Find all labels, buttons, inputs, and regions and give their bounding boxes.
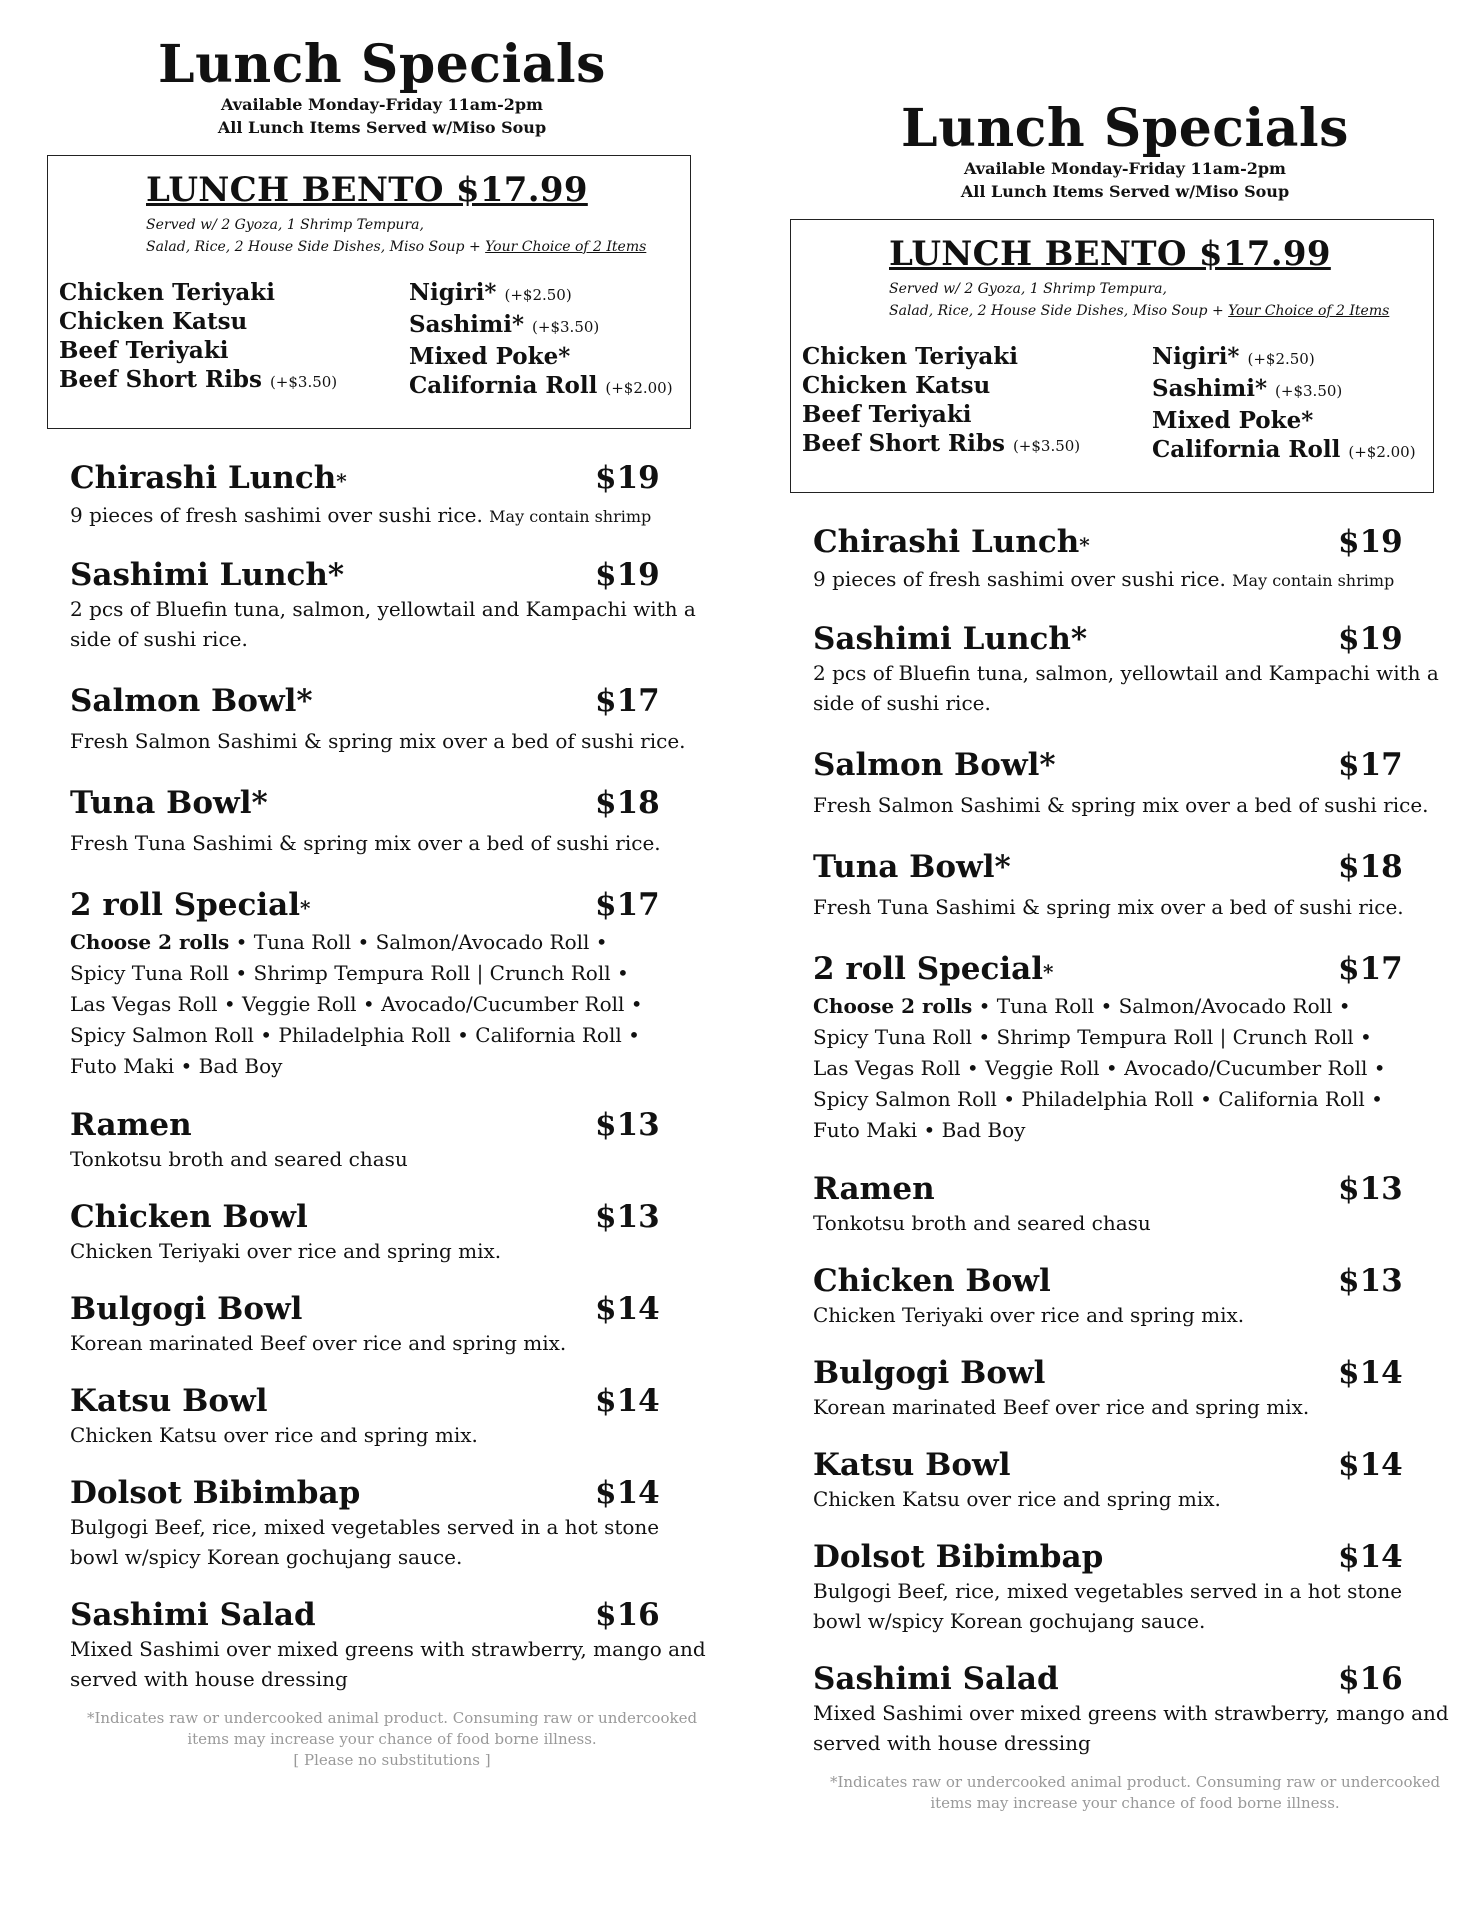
item-price: $14 [595, 1382, 660, 1419]
bento-option: Nigiri* (+$2.50) [1152, 342, 1315, 370]
bento-option: Sashimi* (+$3.50) [409, 310, 600, 338]
menu-item: Katsu Bowl $14 Chicken Katsu over rice and spring mix. [813, 1446, 1403, 1511]
bento-option: Sashimi* (+$3.50) [1152, 374, 1343, 402]
menu-item: Dolsot Bibimbap $14 Bulgogi Beef, rice, mixed vegetables served in a hot stone bowl w/spicy Korean gochujang sauce. [813, 1538, 1403, 1633]
item-price: $13 [1338, 1262, 1403, 1299]
bento-option: Nigiri* (+$2.50) [409, 278, 572, 306]
bento-option: Beef Teriyaki [802, 400, 972, 428]
item-price: $16 [595, 1596, 660, 1633]
menu-item: Sashimi Salad $16 Mixed Sashimi over mixed greens with strawberry, mango and served with house dressing [70, 1596, 706, 1691]
bento-option: Mixed Poke* [409, 342, 571, 370]
item-price: $19 [595, 459, 660, 496]
menu-item: Chirashi Lunch* $19 9 pieces of fresh sashimi over sushi rice. May contain shrimp [70, 459, 660, 527]
item-price: $17 [595, 886, 660, 923]
disclaimer: *Indicates raw or undercooked animal product. Consuming raw or undercooked items may increase your chance of food borne illness. [829, 1772, 1441, 1812]
item-price: $14 [595, 1290, 660, 1327]
miso-text: All Lunch Items Served w/Miso Soup [217, 117, 547, 137]
bento-option: Chicken Teriyaki [802, 342, 1018, 370]
menu-item: Bulgogi Bowl $14 Korean marinated Beef over rice and spring mix. [813, 1354, 1403, 1419]
menu-item: Chicken Bowl $13 Chicken Teriyaki over rice and spring mix. [70, 1198, 660, 1263]
menu-items [47, 459, 706, 1694]
menu-page-left [47, 34, 706, 1771]
bento-option: Beef Short Ribs (+$3.50) [59, 365, 338, 393]
menu-item: Tuna Bowl* $18 Fresh Tuna Sashimi & spring mix over a bed of sushi rice. [70, 784, 661, 855]
item-price: $19 [595, 556, 660, 593]
menu-item: Dolsot Bibimbap $14 Bulgogi Beef, rice, mixed vegetables served in a hot stone bowl w/spicy Korean gochujang sauce. [70, 1474, 660, 1569]
item-price: $16 [1338, 1660, 1403, 1697]
item-price: $19 [1338, 620, 1403, 657]
page-title: Lunch Specials [901, 98, 1349, 159]
menu-items [790, 523, 1449, 1758]
menu-item: Ramen $13 Tonkotsu broth and seared chasu [813, 1170, 1403, 1235]
item-price: $14 [1338, 1446, 1403, 1483]
item-price: $14 [1338, 1538, 1403, 1575]
bento-options-right [409, 278, 673, 403]
item-price: $18 [595, 784, 660, 821]
bento-option: California Roll (+$2.00) [1152, 435, 1416, 463]
menu-item: Chicken Bowl $13 Chicken Teriyaki over rice and spring mix. [813, 1262, 1403, 1327]
availability-text: Available Monday-Friday 11am-2pm [964, 158, 1286, 178]
page-title: Lunch Specials [158, 34, 606, 95]
bento-title: LUNCH BENTO $17.99 [146, 169, 588, 210]
no-substitutions: [ Please no substitutions ] [293, 1750, 491, 1769]
bento-title: LUNCH BENTO $17.99 [889, 233, 1331, 274]
item-price: $13 [595, 1198, 660, 1235]
bento-option: Beef Short Ribs (+$3.50) [802, 429, 1081, 457]
menu-item: Katsu Bowl $14 Chicken Katsu over rice and spring mix. [70, 1382, 660, 1447]
menu-item: Salmon Bowl* $17 Fresh Salmon Sashimi & spring mix over a bed of sushi rice. [70, 682, 686, 753]
item-price: $13 [1338, 1170, 1403, 1207]
menu-item: Ramen $13 Tonkotsu broth and seared chasu [70, 1106, 660, 1171]
menu-item: Salmon Bowl* $17 Fresh Salmon Sashimi & spring mix over a bed of sushi rice. [813, 746, 1429, 817]
item-price: $18 [1338, 848, 1403, 885]
miso-text: All Lunch Items Served w/Miso Soup [960, 181, 1290, 201]
item-price: $14 [1338, 1354, 1403, 1391]
menu-item: 2 roll Special* $17 Choose 2 rolls • Tuna Roll • Salmon/Avocado Roll • Spicy Tuna Roll • Shrimp Tempura Roll | Crunch Roll • Las Vegas Roll • Veggie Roll • Avocado/Cucumber Roll • Spicy Salmon Roll • Philadelphia Roll • California Roll • Futo Maki • Bad Boy [70, 886, 660, 1078]
menu-item: Chirashi Lunch* $19 9 pieces of fresh sashimi over sushi rice. May contain shrimp [813, 523, 1403, 591]
menu-item: Tuna Bowl* $18 Fresh Tuna Sashimi & spring mix over a bed of sushi rice. [813, 848, 1404, 919]
item-price: $17 [1338, 950, 1403, 987]
menu-page-right [790, 98, 1449, 1814]
menu-item: Bulgogi Bowl $14 Korean marinated Beef over rice and spring mix. [70, 1290, 660, 1355]
item-price: $17 [1338, 746, 1403, 783]
bento-options-left [59, 278, 337, 397]
bento-option: Chicken Katsu [59, 307, 248, 335]
menu-item: Sashimi Salad $16 Mixed Sashimi over mixed greens with strawberry, mango and served with house dressing [813, 1660, 1449, 1755]
bento-options-right [1152, 342, 1416, 467]
item-price: $17 [595, 682, 660, 719]
menu-item: Sashimi Lunch* $19 2 pcs of Bluefin tuna, salmon, yellowtail and Kampachi with a side of sushi rice. [70, 556, 696, 651]
bento-box [790, 219, 1434, 493]
bento-option: Chicken Teriyaki [59, 278, 275, 306]
disclaimer: *Indicates raw or undercooked animal product. Consuming raw or undercooked items may increase your chance of food borne illness. [86, 1708, 698, 1748]
bento-option: Mixed Poke* [1152, 406, 1314, 434]
menu-item: Sashimi Lunch* $19 2 pcs of Bluefin tuna, salmon, yellowtail and Kampachi with a side of sushi rice. [813, 620, 1439, 715]
item-price: $14 [595, 1474, 660, 1511]
item-price: $13 [595, 1106, 660, 1143]
bento-option: California Roll (+$2.00) [409, 371, 673, 399]
bento-box [47, 155, 691, 429]
availability-text: Available Monday-Friday 11am-2pm [221, 94, 543, 114]
bento-description: Served w/ 2 Gyoza, 1 Shrimp Tempura, Salad, Rice, 2 House Side Dishes, Miso Soup + Your Choice of 2 Items [889, 280, 1390, 319]
menu-item: 2 roll Special* $17 Choose 2 rolls • Tuna Roll • Salmon/Avocado Roll • Spicy Tuna Roll • Shrimp Tempura Roll | Crunch Roll • Las Vegas Roll • Veggie Roll • Avocado/Cucumber Roll • Spicy Salmon Roll • Philadelphia Roll • California Roll • Futo Maki • Bad Boy [813, 950, 1403, 1142]
bento-description: Served w/ 2 Gyoza, 1 Shrimp Tempura, Salad, Rice, 2 House Side Dishes, Miso Soup + Your Choice of 2 Items [146, 216, 647, 255]
bento-options-left [802, 342, 1080, 461]
bento-option: Chicken Katsu [802, 371, 991, 399]
item-price: $19 [1338, 523, 1403, 560]
bento-option: Beef Teriyaki [59, 336, 229, 364]
